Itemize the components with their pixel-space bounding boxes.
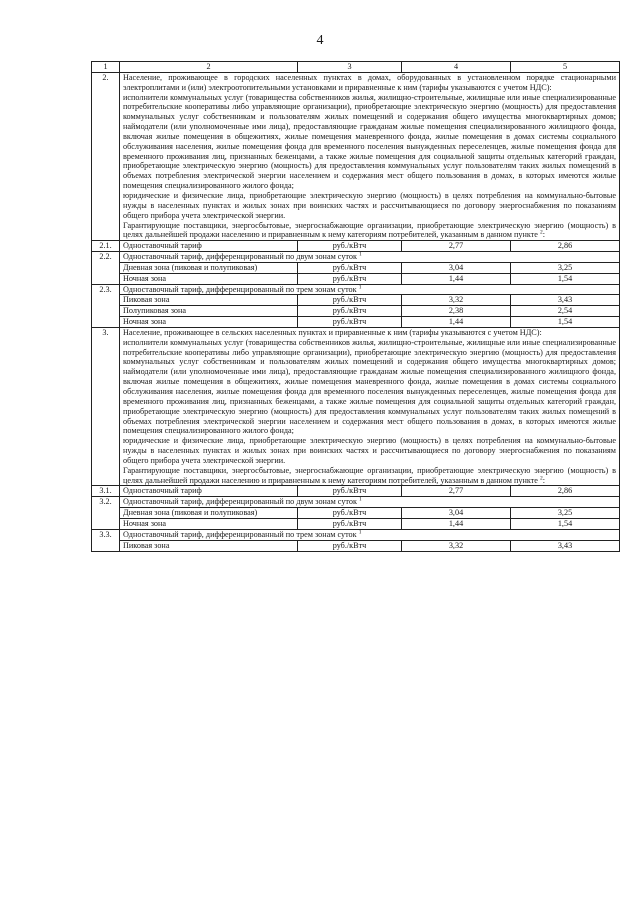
row-name: Одноставочный тариф: [120, 241, 298, 252]
row-value-h2: 3,43: [511, 540, 620, 551]
row-number: 2.3.: [92, 284, 120, 327]
paragraph: Гарантирующие поставщики, энергосбытовые, энергоснабжающие организации, приобретающие электрическую энергию (мощность) в целях дальнейшей продажи населению и приравненным к нему категориям потребителей, указанным в данном пункте $^2$:: [123, 465, 616, 485]
table-row: [92, 284, 620, 295]
section-2-description-row: [92, 72, 620, 240]
table-header-row: [92, 62, 620, 73]
row-value-h2: 1,54: [511, 317, 620, 328]
table-row: [92, 273, 620, 284]
table-row: [92, 241, 620, 252]
header-cell: 3: [298, 62, 402, 73]
row-value-h2: 3,25: [511, 262, 620, 273]
row-value-h2: 1,54: [511, 518, 620, 529]
tariff-table: [91, 61, 620, 552]
row-name-text: Одноставочный тариф, дифференцированный по двум зонам суток: [123, 497, 357, 507]
table-row: [92, 317, 620, 328]
table-row: [92, 518, 620, 529]
row-value-h1: 2,77: [402, 241, 511, 252]
row-name: Ночная зона: [120, 317, 298, 328]
row-name-text: Одноставочный тариф, дифференцированный по трем зонам суток: [123, 284, 357, 294]
header-cell: 2: [120, 62, 298, 73]
footnote-mark: 2: [539, 229, 543, 236]
row-value-h2: 3,25: [511, 508, 620, 519]
row-value-h1: 2,38: [402, 306, 511, 317]
footnote-mark: 1: [359, 496, 362, 503]
row-number: 2.2.: [92, 252, 120, 285]
row-unit: руб./кВтч: [298, 486, 402, 497]
row-unit: руб./кВтч: [298, 262, 402, 273]
table-row: [92, 486, 620, 497]
table-row: [92, 306, 620, 317]
table-row: [92, 497, 620, 508]
row-name: [120, 284, 620, 295]
row-name: Одноставочный тариф: [120, 486, 298, 497]
row-name: [120, 497, 620, 508]
footnote-mark: 1: [358, 529, 362, 536]
section-number: 2.: [92, 72, 120, 240]
table-row: [92, 508, 620, 519]
section-3-description: [120, 327, 620, 486]
row-name-text: Одноставочный тариф, дифференцированный по двум зонам суток: [123, 252, 357, 262]
table-row: [92, 262, 620, 273]
header-cell: 1: [92, 62, 120, 73]
row-name: [120, 529, 620, 540]
row-unit: руб./кВтч: [298, 518, 402, 529]
row-value-h1: 3,32: [402, 540, 511, 551]
row-value-h2: 2,86: [511, 241, 620, 252]
row-value-h1: 1,44: [402, 317, 511, 328]
row-value-h2: 1,54: [511, 273, 620, 284]
paragraph: Гарантирующие поставщики, энергосбытовые, энергоснабжающие организации, приобретающие электрическую энергию (мощность) в целях дальнейшей продажи населению и приравненным к нему категориям потребителей, указанным в данном пункте $^2$:: [123, 220, 616, 240]
row-unit: руб./кВтч: [298, 508, 402, 519]
row-unit: руб./кВтч: [298, 295, 402, 306]
page-number: 4: [316, 33, 324, 48]
section-3-description-row: [92, 327, 620, 486]
row-value-h1: 2,77: [402, 486, 511, 497]
row-unit: руб./кВтч: [298, 273, 402, 284]
row-unit: руб./кВтч: [298, 241, 402, 252]
section-number: 3.: [92, 327, 120, 486]
row-name: Ночная зона: [120, 518, 298, 529]
paragraph: юридические и физические лица, приобретающие электрическую энергию (мощность) в целях потребления на коммунально-бытовые нужды в населенных пунктах и жилых зонах при воинских частях и рассчитывающиеся по договору энергоснабжения по показаниям общего прибора учета электрической энергии.: [123, 190, 616, 220]
row-number: 3.3.: [92, 529, 120, 551]
section-2-description: [120, 72, 620, 240]
header-cell: 5: [511, 62, 620, 73]
paragraph: исполнители коммунальных услуг (товарищества собственников жилья, жилищно-строительные, жилищные или иные специализированные потребительские кооперативы либо управляющие организации), приобретающие электрическую энергию (мощность) для предоставления коммунальных услуг собственникам и пользователям жилых помещений и содержания общего имущества многоквартирных домов; наймодатели (или уполномоченные ими лица), предоставляющие гражданам жилые помещения специализированного жилищного фонда, включая жилые помещения в общежитиях, жилые помещения маневренного фонда, жилые помещения в домах системы социального обслуживания населения, жилые помещения фонда для временного поселения вынужденных переселенцев, жилые помещения фонда для временного проживания лиц, признанных беженцами, а также жилые помещения для социальной защиты отдельных категорий граждан, приобретающие электрическую энергию (мощность) для предоставления коммунальных услуг пользователям таких жилых помещений в объемах потребления электрической энергии населением и содержания мест общего пользования в домах, в которых имеются жилые помещения специализированного жилого фонда;: [123, 92, 616, 191]
paragraph: Население, проживающее в городских населенных пунктах в домах, оборудованных в установленном порядке стационарными электроплитами и (или) электроотопительными установками и приравненные к ним (тарифы указываются с учетом НДС):: [123, 72, 616, 92]
row-value-h1: 1,44: [402, 518, 511, 529]
row-value-h2: 2,54: [511, 306, 620, 317]
footnote-mark: 2: [539, 474, 543, 481]
row-number: 2.1.: [92, 241, 120, 252]
footnote-mark: 1: [359, 251, 362, 258]
row-number: 3.2.: [92, 497, 120, 530]
row-value-h2: 3,43: [511, 295, 620, 306]
row-name: Дневная зона (пиковая и полупиковая): [120, 262, 298, 273]
row-number: 3.1.: [92, 486, 120, 497]
row-value-h1: 3,32: [402, 295, 511, 306]
footnote-mark: 1: [358, 283, 362, 290]
paragraph: исполнители коммунальных услуг (товарищества собственников жилья, жилищно-строительные, жилищные или иные специализированные потребительские кооперативы либо управляющие организации), приобретающие электрическую энергию (мощность) для предоставления коммунальных услуг собственникам и пользователям жилых помещений и содержания общего имущества многоквартирных домов; наймодатели (или уполномоченные ими лица), предоставляющие гражданам жилые помещения специализированного жилищного фонда, включая жилые помещения в общежитиях, жилые помещения маневренного фонда, жилые помещения в домах системы социального обслуживания населения, жилые помещения фонда для временного поселения вынужденных переселенцев, жилые помещения фонда для временного проживания лиц, признанных беженцами, а также жилые помещения для социальной защиты отдельных категорий граждан, приобретающие электрическую энергию (мощность) для предоставления коммунальных услуг пользователям таких жилых помещений в объемах потребления электрической энергии населением и содержания мест общего пользования в домах, в которых имеются жилые помещения специализированного жилого фонда;: [123, 337, 616, 436]
paragraph: Население, проживающее в сельских населенных пунктах и приравненные к ним (тарифы указываются с учетом НДС):: [123, 327, 542, 337]
row-value-h2: 2,86: [511, 486, 620, 497]
paragraph: юридические и физические лица, приобретающие электрическую энергию (мощность) в целях потребления на коммунально-бытовые нужды в населенных пунктах и жилых зонах при воинских частях и рассчитывающиеся по договору энергоснабжения по показаниям общего прибора учета электрической энергии.: [123, 436, 616, 465]
table-row: [92, 529, 620, 540]
row-name: [120, 252, 620, 263]
row-unit: руб./кВтч: [298, 317, 402, 328]
row-name: Ночная зона: [120, 273, 298, 284]
row-name: Пиковая зона: [120, 295, 298, 306]
paragraph-text: Гарантирующие поставщики, энергосбытовые, энергоснабжающие организации, приобретающие электрическую энергию (мощность) в целях дальнейшей продажи населению и приравненным к нему категориям потребителей, указанным в данном пункте: [123, 465, 616, 485]
row-value-h1: 3,04: [402, 262, 511, 273]
row-unit: руб./кВтч: [298, 306, 402, 317]
row-unit: руб./кВтч: [298, 540, 402, 551]
row-name: Пиковая зона: [120, 540, 298, 551]
row-value-h1: 1,44: [402, 273, 511, 284]
header-cell: 4: [402, 62, 511, 73]
paragraph-text: Гарантирующие поставщики, энергосбытовые, энергоснабжающие организации, приобретающие электрическую энергию (мощность) в целях дальнейшей продажи населению и приравненным к нему категориям потребителей, указанным в данном пункте: [123, 220, 616, 240]
row-value-h1: 3,04: [402, 508, 511, 519]
table-row: [92, 252, 620, 263]
row-name-text: Одноставочный тариф, дифференцированный по трем зонам суток: [123, 529, 357, 539]
table-row: [92, 295, 620, 306]
row-name: Полупиковая зона: [120, 306, 298, 317]
row-name: Дневная зона (пиковая и полупиковая): [120, 508, 298, 519]
table-row: [92, 540, 620, 551]
